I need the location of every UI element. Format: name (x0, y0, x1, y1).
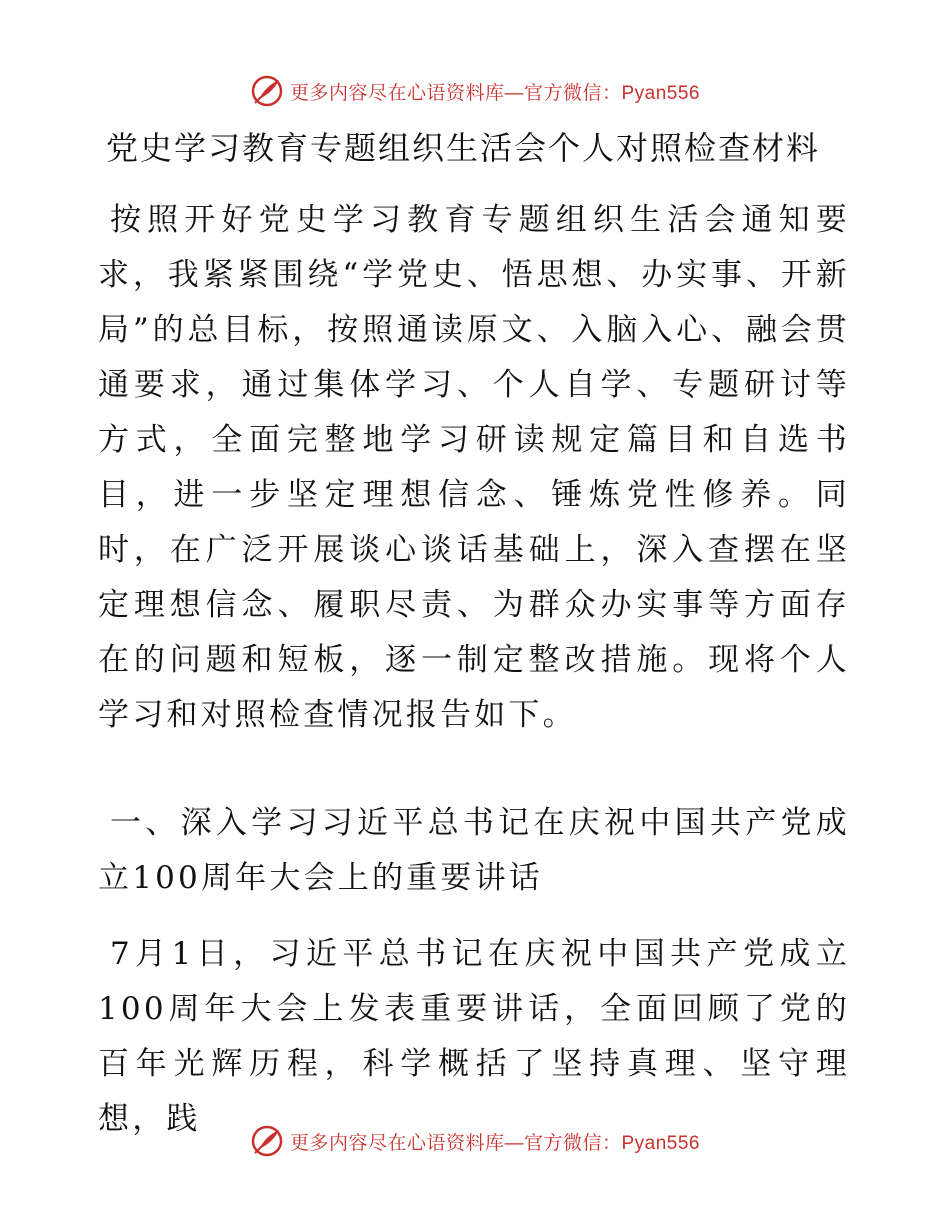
footer-watermark (0, 1124, 950, 1158)
section-heading: 一、深入学习习近平总书记在庆祝中国共产党成立100周年大会上的重要讲话 (98, 805, 850, 896)
watermark-text: 更多内容尽在心语资料库—官方微信：Pyan556 (289, 82, 700, 104)
intro-paragraph: 按照开好党史学习教育专题组织生活会通知要求，我紧紧围绕“学党史、悟思想、办实事、开新局”的总目标，按照通读原文、入脑入心、融会贯通要求，通过集体学习、个人自学、专题研讨等方式，全面完整地学习研读规定篇目和自选书目，进一步坚定理想信念、锤炼党性修养。同时，在广泛开展谈心谈话基础上，深入查摆在坚定理想信念、履职尽责、为群众办实事等方面存在的问题和短板，逐一制定整改措施。现将个人学习和对照检查情况报告如下。 (98, 202, 850, 733)
feather-pen-logo-icon (250, 1124, 284, 1158)
watermark-text: 更多内容尽在心语资料库—官方微信：Pyan556 (289, 1132, 700, 1154)
section-paragraph: 7月1日，习近平总书记在庆祝中国共产党成立100周年大会上发表重要讲话，全面回顾了党的百年光辉历程，科学概括了坚持真理、坚守理想，践 (98, 936, 850, 1137)
document-title: 党史学习教育专题组织生活会个人对照检查材料 (106, 129, 821, 167)
feather-pen-logo-icon (250, 74, 284, 108)
header-watermark (0, 74, 950, 108)
